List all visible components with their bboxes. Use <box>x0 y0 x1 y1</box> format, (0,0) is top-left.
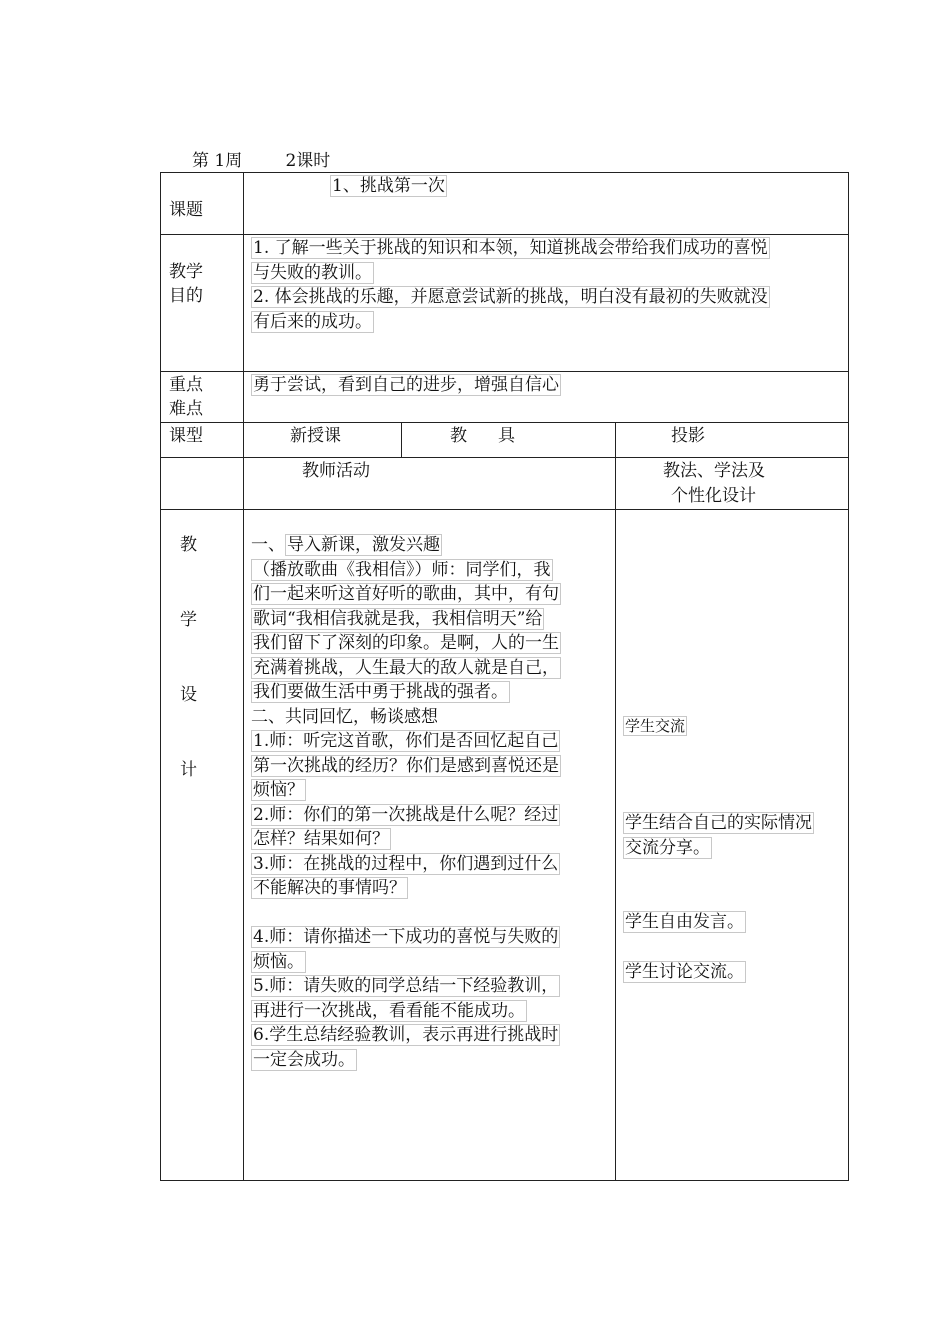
question-2-line: 2.师：你们的第一次挑战是什么呢？经过 <box>253 804 559 825</box>
type-label: 课型 <box>169 426 203 446</box>
page-header <box>192 146 330 171</box>
design-label-4: 计 <box>180 760 197 780</box>
question-5-line: 5.师：请失败的同学总结一下经验教训， <box>253 976 559 996</box>
para-1-line: 歌词“我相信我就是我，我相信明天”给 <box>253 608 543 629</box>
para-1-line: 们一起来听这首好听的歌曲，其中，有句 <box>253 584 559 604</box>
key-label-line1: 重点 <box>169 375 203 395</box>
new-lesson-label: 新授课 <box>290 426 341 446</box>
question-1-line: 第一次挑战的经历？你们是感到喜悦还是 <box>253 755 559 776</box>
para-1-line: 我们留下了深刻的印象。是啊，人的一生 <box>253 633 559 653</box>
topic-value: 1、挑战第一次 <box>332 176 445 196</box>
goal-label-line2: 目的 <box>169 286 203 306</box>
method-3: 学生自由发言。 <box>625 912 744 932</box>
table-divider <box>160 509 849 510</box>
table-border-bottom <box>160 1180 849 1181</box>
question-3-line: 不能解决的事情吗？ <box>253 878 406 898</box>
table-divider <box>401 422 402 458</box>
week-label: 第 1周 <box>192 151 243 171</box>
projection-label: 投影 <box>671 426 705 446</box>
table-divider <box>160 457 849 458</box>
question-1-line: 1.师：听完这首歌，你们是否回忆起自己 <box>253 731 559 751</box>
table-divider <box>160 371 849 372</box>
question-3-line: 3.师：在挑战的过程中，你们遇到过什么 <box>253 853 559 874</box>
goal-1-line2: 与失败的教训。 <box>253 262 372 283</box>
question-4-line: 4.师：请你描述一下成功的喜悦与失败的 <box>253 927 559 947</box>
goals-text <box>251 236 843 334</box>
question-1-line: 烦恼？ <box>253 780 304 800</box>
question-4-line: 烦恼。 <box>253 951 304 972</box>
question-6-line: 6.学生总结经验教训，表示再进行挑战时 <box>253 1025 559 1045</box>
table-border-right <box>848 172 849 1181</box>
question-6-line: 一定会成功。 <box>253 1049 355 1070</box>
para-1-line: 我们要做生活中勇于挑战的强者。 <box>253 682 508 702</box>
design-label-1: 教 <box>180 535 197 555</box>
teacher-activity-content <box>251 533 611 1072</box>
table-border-top <box>160 172 849 173</box>
question-5-line: 再进行一次挑战，看看能不能成功。 <box>253 1000 525 1021</box>
method-1: 学生交流 <box>625 717 686 735</box>
method-4: 学生讨论交流。 <box>625 962 744 982</box>
goal-2-line2: 有后来的成功。 <box>253 311 372 332</box>
tools-label-b: 具 <box>498 426 515 446</box>
design-label-3: 设 <box>180 685 197 705</box>
table-border-left <box>160 172 161 1181</box>
question-2-line: 怎样？结果如何？ <box>253 829 389 849</box>
section-2-title: 二、共同回忆，畅谈感想 <box>251 706 438 727</box>
teacher-activity-header: 教师活动 <box>302 461 370 481</box>
table-divider <box>243 172 244 1181</box>
goal-2-line1: 2. 体会挑战的乐趣，并愿意尝试新的挑战，明白没有最初的失败就没 <box>253 287 768 307</box>
table-divider <box>160 422 849 423</box>
method-2: 学生结合自己的实际情况 交流分享。 <box>625 813 812 858</box>
key-label-line2: 难点 <box>169 399 203 419</box>
key-points: 勇于尝试，看到自己的进步，增强自信心 <box>253 375 559 395</box>
method-header-line2: 个性化设计 <box>671 486 756 506</box>
method-header-line1: 教法、学法及 <box>663 461 765 481</box>
design-label-2: 学 <box>180 610 197 630</box>
table-divider <box>160 234 849 235</box>
table-divider <box>615 422 616 1181</box>
section-1-title: 一、 导入新课，激发兴趣 <box>251 535 440 555</box>
topic-label: 课题 <box>169 200 203 220</box>
para-1-line: 充满着挑战，人生最大的敌人就是自己， <box>253 657 559 678</box>
tools-label-a: 教 <box>450 426 467 446</box>
goal-1-line1: 1. 了解一些关于挑战的知识和本领，知道挑战会带给我们成功的喜悦 <box>253 238 768 258</box>
goal-label-line1: 教学 <box>169 262 203 282</box>
periods-label: 2课时 <box>285 151 331 171</box>
para-1-line: （播放歌曲《我相信》）师：同学们，我 <box>253 559 551 580</box>
